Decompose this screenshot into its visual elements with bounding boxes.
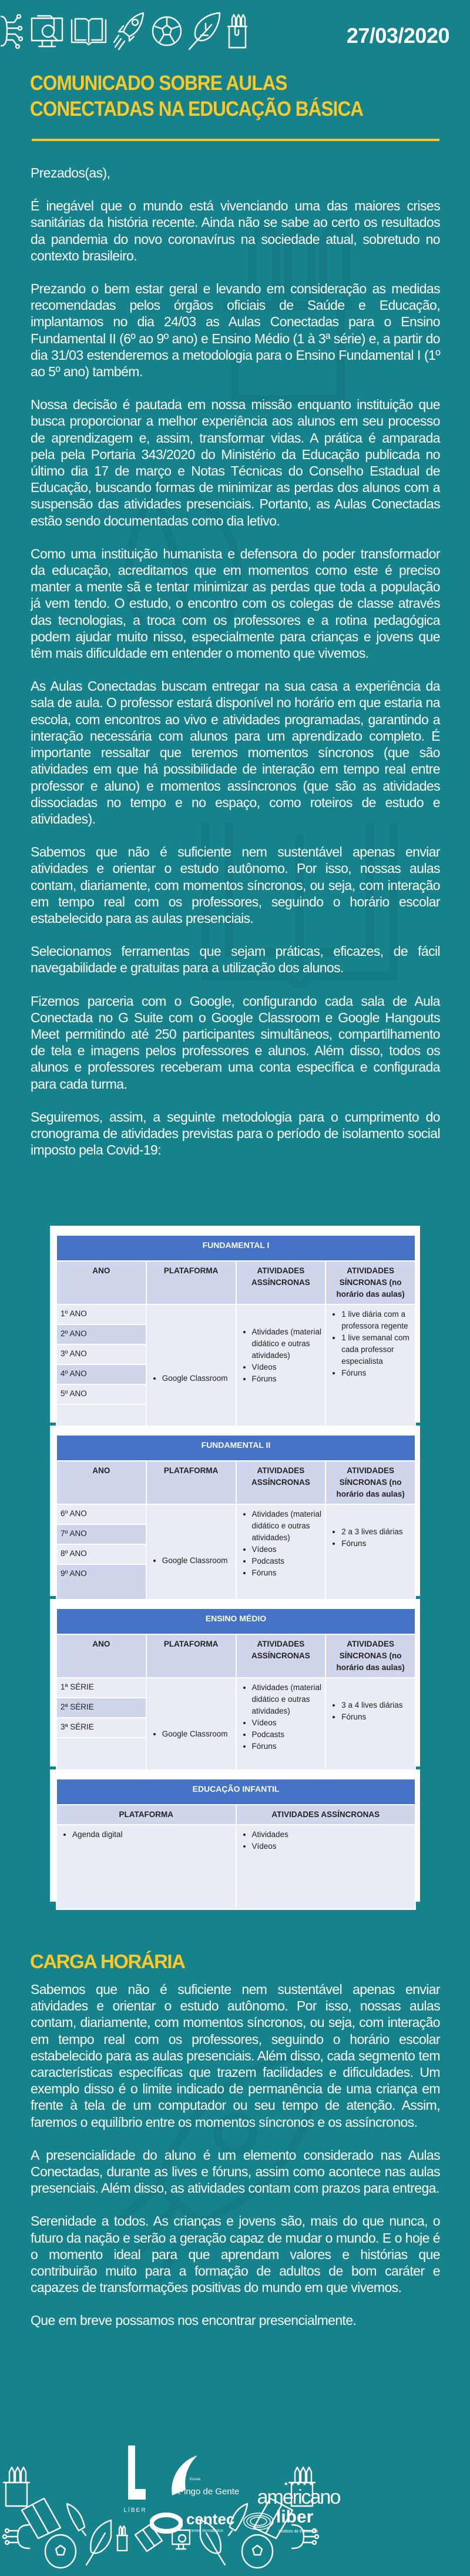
logo-liber-subtext: Instituto de Educação	[278, 2530, 318, 2534]
list-item: • 1 live semanal com cada professor especialista	[341, 1332, 411, 1367]
grade-cell: 1º ANO	[56, 1304, 146, 1324]
column-header-assincronas: ATIVIDADES ASSÍNCRONAS	[236, 1634, 326, 1678]
grade-cell: 4º ANO	[56, 1364, 146, 1384]
list-item: • Vídeos	[252, 1717, 322, 1729]
document-date: 27/03/2020	[346, 24, 449, 48]
paragraph: Fizemos parceria com o Google, configurando cada sala de Aula Conectada no G Suite com o Google Classroom e Google Hangouts Meet permitindo até 250 participantes simultâneos, compartilhamento de tela e imagens pelos professores e alunos. Além disso, todos os alunos e professores receberam uma conta específica e configurada para cada turma.	[31, 993, 440, 1092]
rocket-icon	[226, 2501, 250, 2537]
grade-cell: 2º ANO	[56, 1324, 146, 1344]
list-item: • Podcasts	[252, 1729, 322, 1741]
brain-circuit-icon	[0, 11, 25, 52]
grade-cell: 7º ANO	[56, 1524, 146, 1544]
list-item: • Vídeos	[252, 1544, 322, 1555]
list-item: • Fóruns	[252, 1373, 322, 1385]
list-item: • Atividades (material didático e outras atividades)	[252, 1682, 322, 1717]
header-icon-row	[0, 11, 248, 52]
list-item: • Atividades (material didático e outras atividades)	[252, 1508, 322, 1544]
open-book-icon	[70, 16, 107, 46]
page-title-line-2: CONECTADAS NA EDUCAÇÃO BÁSICA	[30, 98, 364, 121]
table-fundamental-1	[50, 1226, 420, 1423]
logo-americano-text: americano	[257, 2486, 340, 2508]
logo-liber-school-text: LÍBER	[123, 2507, 147, 2514]
column-header-sincronas: ATIVIDADES SÍNCRONAS (no horário das aulas)	[325, 1261, 415, 1304]
list-item: • Google Classroom	[162, 1373, 232, 1384]
column-header-ano: ANO	[56, 1634, 146, 1678]
monitor-search-icon	[31, 14, 65, 49]
logo-centec-subtext: centro tecnológico	[190, 2529, 223, 2533]
list-item: • 3 a 4 lives diárias	[341, 1700, 411, 1711]
paragraph: Prezando o bem estar geral e levando em consideração as medidas recomendadas pelos órgãos oficiais de Saúde e Educação, implantamos no dia 24/03 as Aulas Conectadas para o Ensino Fundamental II (6º ao 9º ano) e Ensino Médio (1 à 3ª série) e, a partir do dia 31/03 estenderemos a metodologia para o Ensino Fundamental I (1º ao 5º ano) também.	[31, 281, 440, 380]
paragraph: Prezados(as),	[31, 165, 110, 180]
logo-centec-text: centec	[186, 2510, 235, 2528]
table-section-title: FUNDAMENTAL II	[56, 1435, 415, 1461]
pencil-cup-icon	[288, 2466, 316, 2507]
table-ensino-medio	[50, 1599, 420, 1767]
logo-pingo-text: Pingo de Gente	[178, 2487, 240, 2497]
column-header-plataforma: PLATAFORMA	[146, 1634, 236, 1678]
paragraph: Que em breve possamos nos encontrar presencialmente.	[31, 2313, 357, 2329]
list-item: • Atividades	[252, 1829, 412, 1841]
table-section-title: EDUCAÇÃO INFANTIL	[56, 1779, 415, 1805]
list-item: • Fóruns	[341, 1367, 411, 1379]
carga-body	[31, 1981, 440, 2346]
logo-liber-school	[120, 2445, 150, 2514]
pencil-cup-icon	[227, 14, 248, 49]
leaf-icon	[188, 12, 221, 51]
table-section-title: FUNDAMENTAL I	[56, 1235, 415, 1261]
paragraph: Sabemos que não é suficiente nem sustentável apenas enviar atividades e orientar o estudo autônomo. Por isso, nossas aulas contam, diariamente, com momentos síncronos, ou seja, com interação em tempo real com os professores, seguindo o horário escolar estabelecido para as aulas presenciais.	[31, 844, 440, 926]
paragraph: Serenidade a todos. As crianças e jovens são, mais do que nunca, o futuro da nação e serão a geração capaz de mudar o mundo. E o hoje é o momento ideal para que aprendam valores e histórias que contribuirão muito para a formação de adultos de bom caráter e capazes de transformações positivas do mundo em que vivemos.	[31, 2213, 440, 2296]
list-item: • 1 live diária com a professora regente	[341, 1309, 411, 1332]
grade-cell: 1ª SÉRIE	[56, 1678, 146, 1698]
list-item: • Google Classroom	[162, 1728, 232, 1740]
intro-body	[31, 165, 440, 1175]
list-item: • Atividades (material didático e outras atividades)	[252, 1326, 322, 1361]
paragraph: Seguiremos, assim, a seguinte metodologia para o cumprimento do cronograma de atividades previstas para o período de isolamento social imposto pela Covid-19:	[31, 1109, 440, 1158]
assincronas-cell	[236, 1825, 416, 1909]
logo-americano-stars: ★ ★ ★ ★ ★	[283, 2481, 314, 2487]
paragraph: Nossa decisão é pautada em nossa missão enquanto instituição que busca proporcionar a melhor experiência aos alunos em seu processo de aprendizagem e, assim, transformar vidas. A prática é amparada pela pela Portaria 343/2020 do Ministério da Educação publicada no último dia 17 de março e Notas Técnicas do Conselho Estadual de Educação, buscando formas de minimizar as perdas dos alunos com a suspensão das atividades presenciais. Portanto, as Aulas Conectadas estão sendo documentadas como dia letivo.	[31, 397, 440, 528]
page-title-line-1: COMUNICADO SOBRE AULAS	[30, 72, 287, 95]
column-header-sincronas: ATIVIDADES SÍNCRONAS (no horário das aulas)	[325, 1634, 415, 1678]
column-header-sincronas: ATIVIDADES SÍNCRONAS (no horário das aulas)	[325, 1461, 415, 1504]
grade-cell: 3ª SÉRIE	[56, 1718, 146, 1738]
column-header-plataforma: PLATAFORMA	[56, 1805, 236, 1825]
list-item: • 2 a 3 lives diárias	[341, 1526, 411, 1538]
rocket-icon	[65, 2501, 88, 2537]
paragraph: As Aulas Conectadas buscam entregar na sua casa a experiência da sala de aula. O professor estará disponível no horário em que estaria na escola, com encontros ao vivo e atividades programadas, garantindo a interação necessária com alunos para um aprendizado completo. É importante ressaltar que teremos momentos síncronos (que são atividades em que há possibilidade de interação em tempo real entre professor e aluno) e momentos assíncronos (que são as atividades dissociadas no tempo e no espaço, como roteiros de estudo e atividades).	[31, 678, 440, 827]
column-header-plataforma: PLATAFORMA	[146, 1461, 236, 1504]
column-header-assincronas: ATIVIDADES ASSÍNCRONAS	[236, 1461, 326, 1504]
list-item: • Fóruns	[252, 1741, 322, 1752]
liber-l-icon	[123, 2445, 147, 2504]
column-header-ano: ANO	[56, 1261, 146, 1304]
paragraph: A presencialidade do aluno é um elemento considerado nas Aulas Conectadas, durante as lives e fóruns, assim como acontece nas aulas presenciais. Além disso, as atividades contam com prazos para entrega.	[31, 2147, 440, 2196]
soccer-ball-icon	[44, 2534, 77, 2569]
open-book-icon	[134, 2523, 163, 2552]
paragraph: Como uma instituição humanista e defensora do poder transformador da educação, acreditamos que em momentos como este é preciso manter a mente sã e tentar minimizar as perdas que toda a população já vem tendo. O estudo, o encontro com os colegas de classe através das tecnologias, a troca com os professores e a rotina pedagógica podem ajudar muito nisso, especialmente para crianças e jovens que têm mais dificuldade em entender o momento que vivemos.	[31, 546, 440, 661]
list-item: • Agenda digital	[72, 1829, 232, 1841]
section-title-carga-horaria: CARGA HORÁRIA	[30, 1951, 185, 1972]
paragraph: É inegável que o mundo está vivenciando uma das maiores crises sanitárias da história recente. Ainda não se sabe ao certo os resultados da pandemia do novo coronavírus na sociedade atual, sobretudo no contexto brasileiro.	[31, 198, 440, 263]
leaf-icon	[85, 2519, 115, 2566]
list-item: • Fóruns	[341, 1711, 411, 1723]
table-fundamental-2	[50, 1426, 420, 1596]
brain-circuit-icon	[291, 2519, 320, 2554]
grade-cell: 9º ANO	[56, 1564, 146, 1617]
grade-cell: 8º ANO	[56, 1544, 146, 1564]
list-item: • Vídeos	[252, 1361, 322, 1373]
leaf-icon	[197, 2519, 226, 2566]
table-educacao-infantil	[50, 1769, 420, 1902]
grade-cell: 6º ANO	[56, 1504, 146, 1524]
title-underline	[32, 139, 439, 141]
logo-liber-text: liber	[276, 2507, 314, 2527]
list-item: • Podcasts	[252, 1555, 322, 1567]
table-section-title: ENSINO MÉDIO	[56, 1608, 415, 1634]
paragraph: Sabemos que não é suficiente nem sustentável apenas enviar atividades e orientar o estudo autônomo. Por isso, nossas aulas contam, diariamente, com momentos síncronos, ou seja, com interação em tempo real com os professores, seguindo o horário escolar estabelecido para as aulas presenciais. Além disso, cada segmento tem características específicas que trazem facilidades e dificuldades. Um exemplo disso é o limite indicado de permanência de uma criança em frente à tela de um computador ou seu tempo de atenção. Assim, faremos o equilíbrio entre os momentos síncronos e os assíncronos.	[31, 1982, 440, 2130]
pencil-cup-icon	[116, 2525, 128, 2551]
page-title	[30, 71, 395, 122]
column-header-ano: ANO	[56, 1461, 146, 1504]
column-header-assincronas: ATIVIDADES ASSÍNCRONAS	[236, 1805, 416, 1825]
monitor-search-icon	[172, 2528, 190, 2551]
plataforma-cell	[56, 1825, 236, 1909]
logo-pingo-small: Escola	[190, 2478, 201, 2481]
paragraph: Selecionamos ferramentas que sejam práticas, eficazes, de fácil navegabilidade e gratuitas para a utilização dos alunos.	[31, 944, 440, 976]
grade-cell: 3º ANO	[56, 1344, 146, 1364]
column-header-assincronas: ATIVIDADES ASSÍNCRONAS	[236, 1261, 326, 1304]
grade-cell: 5º ANO	[56, 1384, 146, 1404]
rocket-icon	[113, 12, 146, 51]
soccer-ball-icon	[152, 16, 182, 46]
list-item: • Fóruns	[252, 1567, 322, 1579]
brain-circuit-icon	[1, 2519, 31, 2554]
list-item: • Vídeos	[252, 1841, 412, 1852]
list-item: • Fóruns	[341, 1538, 411, 1550]
column-header-plataforma: PLATAFORMA	[146, 1261, 236, 1304]
grade-cell: 2ª SÉRIE	[56, 1698, 146, 1718]
list-item: • Google Classroom	[162, 1555, 232, 1567]
